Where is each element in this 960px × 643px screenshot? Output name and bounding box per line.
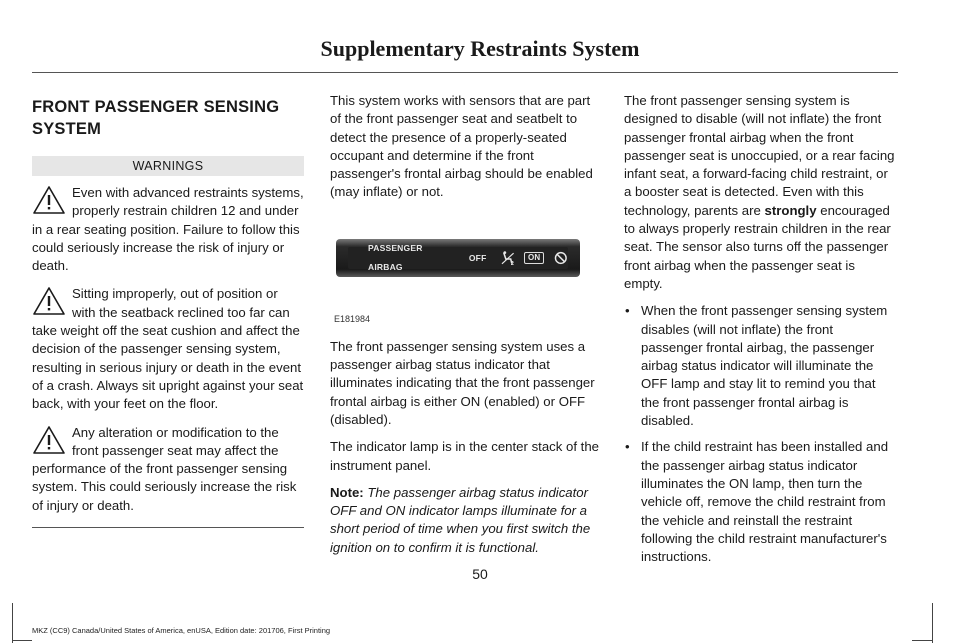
column-3 [624,92,896,574]
column-1 [32,92,304,528]
page-number: 50 [472,566,488,582]
sensing-intro-text-end: encouraged to always properly restrain children in the rear seat. The sensor also turns off the passenger front airbag when the passenger seat is empty. [624,202,891,291]
panel-off-label: OFF [468,252,487,263]
indicator-location: The indicator lamp is in the center stack of the instrument panel. [330,439,600,473]
sensing-intro-bold: strongly [764,202,817,218]
crop-mark [912,640,932,641]
crop-mark [932,603,933,643]
bullet-text-1: When the front passenger sensing system disables (will not inflate) the front passenger frontal airbag, the passenger airbag status indicator will illuminate the OFF lamp and stay lit to remind you that the front passenger frontal airbag is disabled. [641,303,888,429]
warnings-end-rule [32,527,304,528]
warning-text-1: Even with advanced restraints systems, properly restrain children 12 and under in a rear seating position. Failure to follow this could seriously increase the risk of injury or death. [32,185,304,274]
crop-mark [12,603,13,643]
intro-paragraph: This system works with sensors that are part of the front passenger seat and seatbelt to detect the presence of a properly-seated occupant and determine if the front passenger's frontal airbag should be enabled (may inflate) or not. [330,93,593,200]
prohibited-icon [554,251,568,265]
note-text: The passenger airbag status indicator OFF and ON indicator lamps illuminate for a short period of time when you first switch the ignition on to confirm it is functional. [330,484,591,555]
bullet-mark: • [625,303,630,319]
list-item [624,302,896,430]
svg-text:2: 2 [511,260,515,266]
bullet-text-2: If the child restraint has been installed and the passenger airbag status indicator illuminates the ON lamp, then turn the vehicle off, remove the child restraint from the vehicle and reinstall the restraint following the child restraint manufacturer's instructions. [641,439,889,565]
indicator-panel [336,239,580,277]
warning-triangle-icon [32,185,66,215]
child-seat-icon [500,250,516,266]
section-title-line-1: FRONT PASSENGER SENSING [32,98,280,116]
warning-text-2: Sitting improperly, out of position or with the seatback reclined too far can take weight off the seat cushion and affect the decision of the passenger sensing system, resulting in serious injury or death in the event of a crash. Always sit upright against your seat back, with your feet on the floor. [32,286,304,412]
note-label: Note: [330,484,364,500]
edition-footer: MKZ (CC9) Canada/United States of America, enUSA, Edition date: 201706, First Printing [32,626,331,635]
panel-on-label: ON [524,252,544,264]
warning-2 [32,285,304,413]
section-title-line-2: SYSTEM [32,120,102,138]
crop-mark [12,640,32,641]
warning-triangle-icon [32,425,66,455]
section-title [32,96,304,140]
warning-triangle-icon [32,286,66,316]
column-2 [330,92,602,566]
indicator-panel-display [348,243,568,272]
header-rule [32,72,898,73]
bullet-mark: • [625,439,630,455]
sensing-intro-paragraph [624,92,896,293]
warning-1 [32,184,304,275]
warning-3 [32,424,304,515]
indicator-description: The front passenger sensing system uses a passenger airbag status indicator that illuminates indicating that the front passenger frontal airbag is either ON (enabled) or OFF (disabled). [330,338,595,427]
warning-text-3: Any alteration or modification to the front passenger seat may affect the performance of the front passenger sensing system. This could seriously increase the risk of injury or death. [32,424,297,513]
list-item [624,438,896,566]
page-header-title: Supplementary Restraints System [320,36,640,61]
panel-label: PASSENGER AIRBAG [368,243,423,272]
airbag-indicator-figure [330,218,602,328]
sensing-intro-text: The front passenger sensing system is designed to disable (will not inflate) the front passenger frontal airbag when the front passenger seat is unoccupied, or a rear facing infant seat, a forward-facing child restraint, or a booster seat is detected. Even with this technology, parents are [624,93,895,218]
figure-code: E181984 [334,313,371,324]
warnings-heading: WARNINGS [32,156,304,176]
note-paragraph [330,484,602,557]
bullet-list [624,302,896,566]
